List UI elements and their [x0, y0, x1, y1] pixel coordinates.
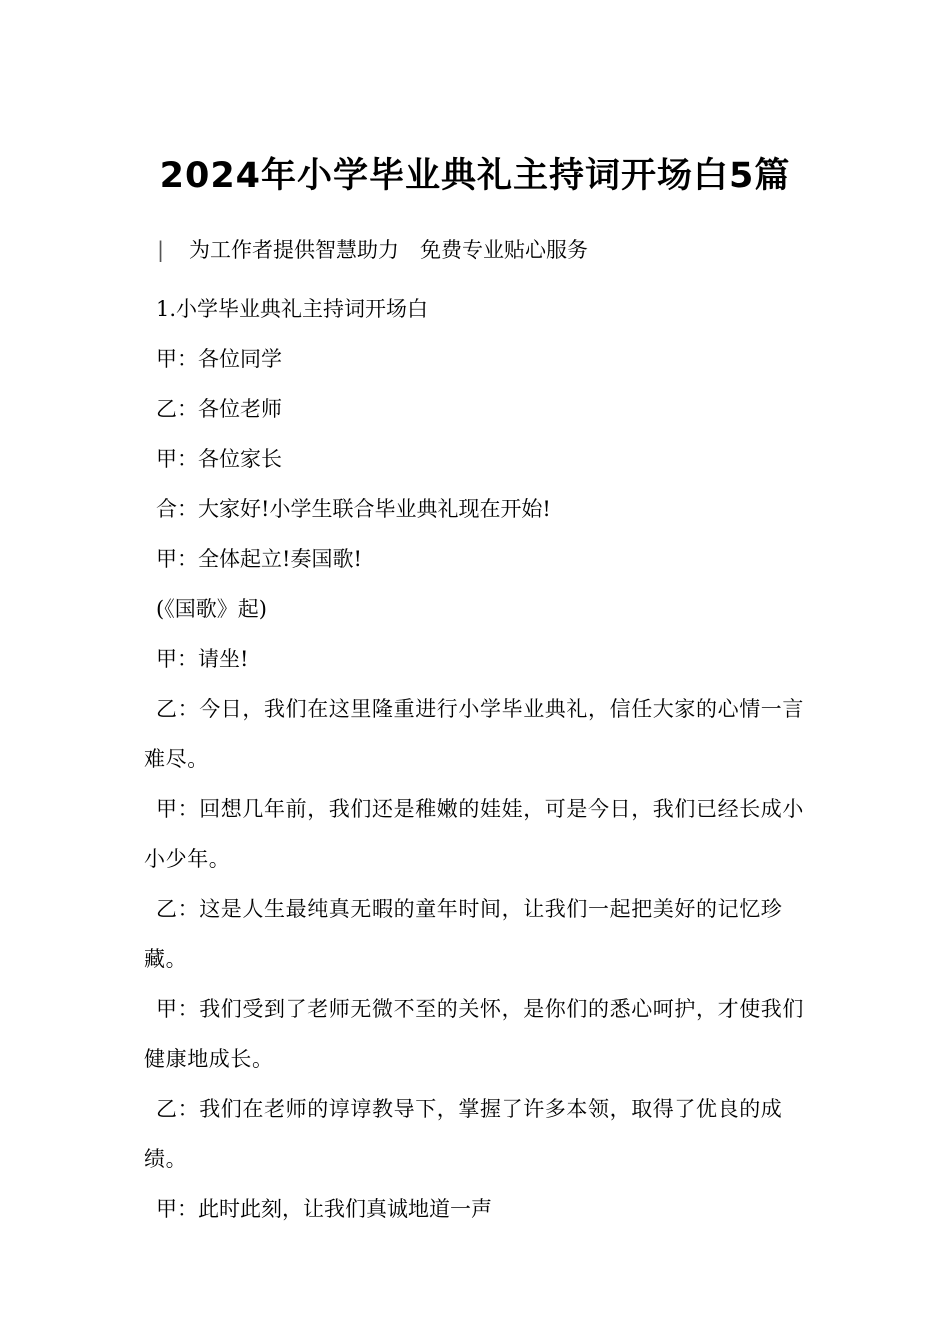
paragraph: 甲：请坐! — [156, 647, 249, 671]
paragraph: 甲：我们受到了老师无微不至的关怀，是你们的悉心呵护，才使我们健康地成长。 — [144, 997, 804, 1071]
paragraph: 乙：我们在老师的谆谆教导下，掌握了许多本领，取得了优良的成绩。 — [144, 1097, 783, 1171]
paragraph: 甲：各位同学 — [156, 347, 282, 371]
section-heading: 1.小学毕业典礼主持词开场白 — [156, 297, 429, 321]
paragraph: 甲：各位家长 — [156, 447, 282, 471]
document-title: 2024年小学毕业典礼主持词开场白5篇 — [159, 156, 791, 197]
paragraph: (《国歌》起) — [156, 597, 267, 621]
paragraph: 乙：这是人生最纯真无暇的童年时间，让我们一起把美好的记忆珍藏。 — [144, 897, 783, 971]
paragraph: 乙：今日，我们在这里隆重进行小学毕业典礼，信任大家的心情一言难尽。 — [144, 697, 804, 771]
paragraph: 甲：全体起立!奏国歌! — [156, 547, 362, 571]
paragraph: 合：大家好!小学生联合毕业典礼现在开始! — [156, 497, 551, 521]
tagline-bar: | — [157, 238, 165, 262]
document-body — [144, 284, 808, 1234]
paragraph: 甲：回想几年前，我们还是稚嫩的娃娃，可是今日，我们已经长成小小少年。 — [144, 797, 804, 871]
tagline-text: 为工作者提供智慧助力 免费专业贴心服务 — [189, 238, 588, 262]
paragraph: 甲：此时此刻，让我们真诚地道一声 — [156, 1197, 492, 1221]
paragraph: 乙：各位老师 — [156, 397, 282, 421]
tagline — [145, 234, 588, 266]
